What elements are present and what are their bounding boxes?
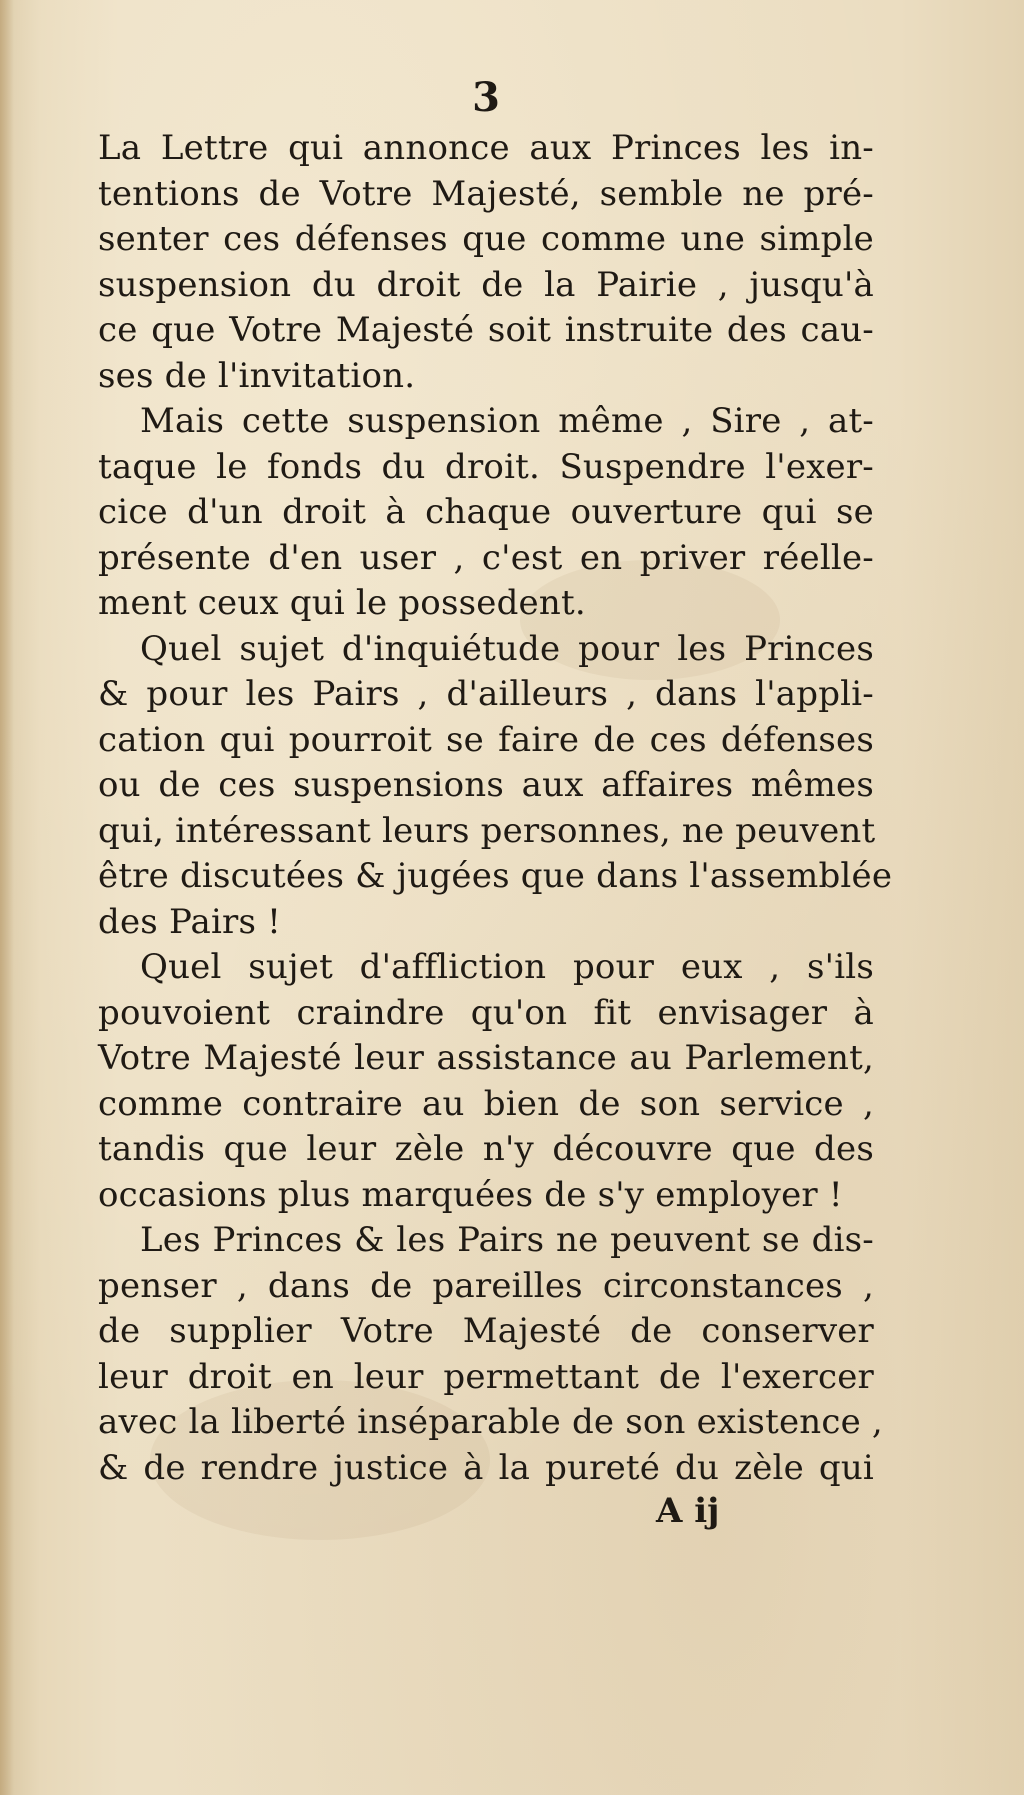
text-line: occasions plus marquées de s'y employer ! <box>98 1174 843 1215</box>
text-line: Quel sujet d'inquiétude pour les Princes <box>140 628 874 669</box>
text-line: ses de l'invitation. <box>98 355 416 396</box>
text-line: être discutées & jugées que dans l'assemblée <box>98 856 893 896</box>
page-edge <box>0 0 14 1795</box>
text-line: ment ceux qui le possedent. <box>98 583 586 623</box>
text-line: La Lettre qui annonce aux Princes les in- <box>98 128 874 168</box>
text-line: présente d'en user , c'est en priver réelle- <box>98 537 874 578</box>
text-line: Les Princes & les Pairs ne peuvent se dis- <box>140 1220 874 1260</box>
text-line: cice d'un droit à chaque ouverture qui se <box>98 492 874 532</box>
text-line: Votre Majesté leur assistance au Parlement, <box>98 1038 874 1078</box>
signature-mark: A ij <box>656 1491 720 1531</box>
text-line: de supplier Votre Majesté de conserver <box>98 1311 874 1351</box>
text-line: pouvoient craindre qu'on fit envisager à <box>98 992 874 1033</box>
text-line: cation qui pourroit se faire de ces défenses <box>98 719 874 760</box>
text-line: Quel sujet d'affliction pour eux , s'ils <box>140 947 874 987</box>
text-line: suspension du droit de la Pairie , jusqu'à <box>98 264 874 305</box>
text-line: avec la liberté inséparable de son existence , <box>98 1402 883 1442</box>
text-line: Mais cette suspension même , Sire , at- <box>140 401 874 441</box>
text-line: taque le fonds du droit. Suspendre l'exer- <box>98 446 874 487</box>
text-line: ce que Votre Majesté soit instruite des cau- <box>98 310 874 350</box>
text-line: tentions de Votre Majesté, semble ne pré- <box>98 173 874 214</box>
page-number: 3 <box>472 74 500 121</box>
text-line: senter ces défenses que comme une simple <box>98 219 874 259</box>
text-line: tandis que leur zèle n'y découvre que des <box>98 1129 874 1169</box>
text-line: & de rendre justice à la pureté du zèle qui <box>98 1447 874 1488</box>
text-line: penser , dans de pareilles circonstances , <box>98 1265 874 1306</box>
text-line: & pour les Pairs , d'ailleurs , dans l'appli- <box>98 674 874 714</box>
text-line: comme contraire au bien de son service , <box>98 1083 874 1124</box>
text-line: des Pairs ! <box>98 901 282 942</box>
text-line: leur droit en leur permettant de l'exercer <box>98 1356 874 1397</box>
body-text <box>98 126 893 1491</box>
text-line: ou de ces suspensions aux affaires mêmes <box>98 765 874 805</box>
text-line: qui, intéressant leurs personnes, ne peuvent <box>98 810 876 851</box>
